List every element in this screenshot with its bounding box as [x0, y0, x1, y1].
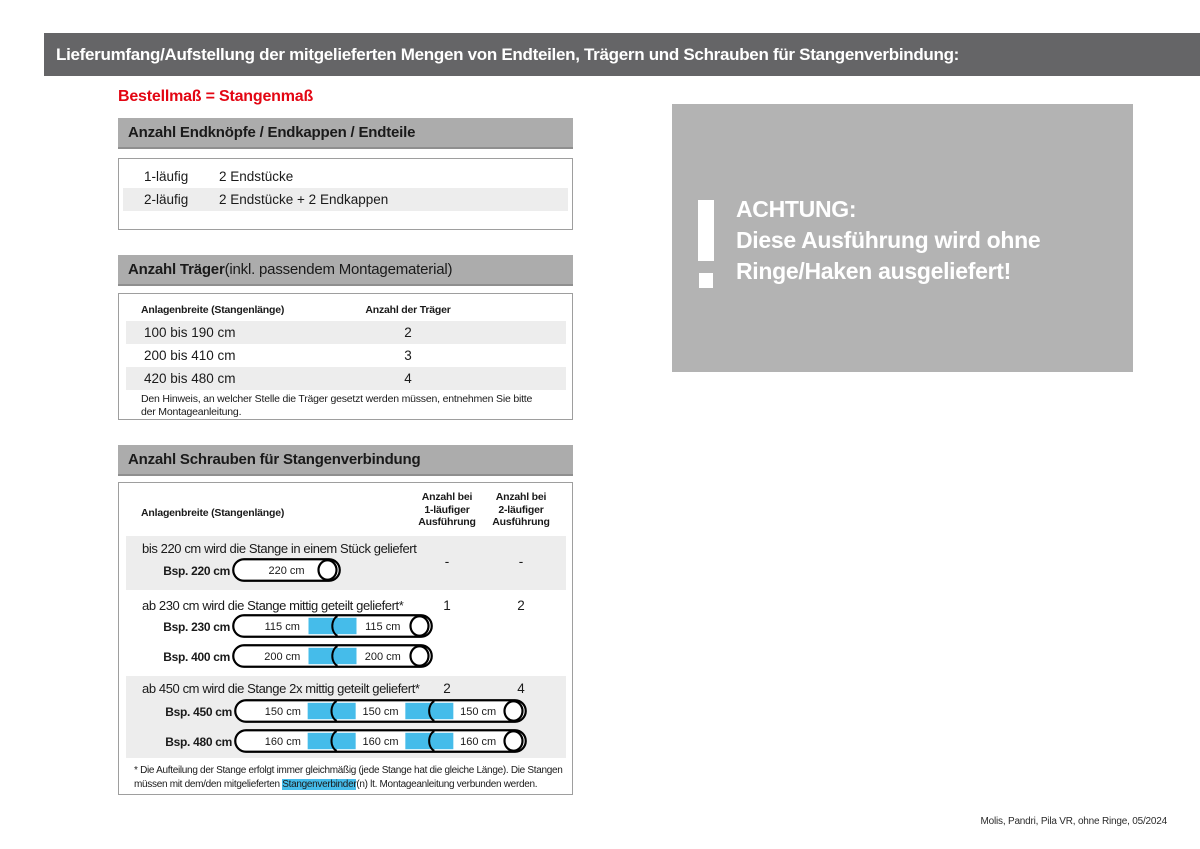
exclamation-icon-dot: [699, 273, 713, 288]
warning-text: [736, 194, 1040, 287]
column-header-anzahl-traeger: Anzahl der Träger: [365, 304, 451, 316]
footnote-line2-post: (n) lt. Montageanleitung verbunden werden.: [356, 778, 538, 790]
svg-text:150 cm: 150 cm: [264, 705, 301, 718]
column-header-line: Ausführung: [418, 516, 476, 528]
table-row: [126, 367, 566, 390]
table-schrauben: [118, 482, 573, 795]
rod-diagram: [232, 558, 341, 582]
table-endteile: [118, 158, 573, 230]
block-description: bis 220 cm wird die Stange in einem Stück geliefert: [142, 541, 417, 556]
example-label: Bsp. 450 cm: [165, 705, 232, 719]
footer-note: Molis, Pandri, Pila VR, ohne Ringe, 05/2024: [980, 816, 1167, 827]
column-header-line: 1-läufiger: [424, 503, 470, 516]
row-value: 2 Endstücke: [219, 169, 294, 184]
footnote-highlight: Stangenverbinder: [282, 778, 357, 790]
svg-text:150 cm: 150 cm: [362, 705, 399, 718]
footnote-line1: * Die Aufteilung der Stange erfolgt immer gleichmäßig (jede Stange hat die gleiche Länge). Die Stangen: [134, 765, 563, 776]
rod-diagram: [232, 644, 433, 668]
section-header-schrauben-label: Anzahl Schrauben für Stangenverbindung: [128, 451, 421, 468]
table-row: [123, 188, 568, 211]
order-size-note: Bestellmaß = Stangenmaß: [118, 88, 314, 105]
qty-2-laeufig: 4: [517, 681, 525, 696]
table-note: [141, 393, 551, 419]
section-header-traeger-rest: (inkl. passendem Montagematerial): [224, 261, 453, 278]
column-header-line: Anzahl bei: [421, 491, 473, 503]
row-label: 420 bis 480 cm: [144, 371, 236, 386]
svg-text:150 cm: 150 cm: [460, 705, 497, 718]
example-label: Bsp. 480 cm: [165, 735, 232, 749]
svg-text:200 cm: 200 cm: [264, 650, 301, 663]
svg-text:115 cm: 115 cm: [264, 620, 300, 633]
svg-text:115 cm: 115 cm: [365, 620, 401, 633]
footnote: [134, 764, 570, 791]
rod-diagram: [234, 699, 527, 723]
warning-line: ACHTUNG:: [736, 196, 857, 222]
rod-diagram: [234, 729, 527, 753]
example-label: Bsp. 400 cm: [163, 650, 230, 664]
svg-text:160 cm: 160 cm: [362, 735, 399, 748]
column-header-line: Ausführung: [492, 516, 550, 528]
title-bar: [44, 33, 1200, 76]
table-traeger: [118, 293, 573, 420]
section-header-traeger-bold: Anzahl Träger: [128, 261, 225, 278]
section-header-traeger: [118, 255, 573, 286]
exclamation-icon-bar: [698, 200, 714, 261]
qty-1-laeufig: 1: [443, 598, 451, 613]
column-header-anlagenbreite: Anlagenbreite (Stangenlänge): [141, 507, 285, 519]
warning-line: Diese Ausführung wird ohne: [736, 227, 1041, 253]
column-header-anlagenbreite: Anlagenbreite (Stangenlänge): [141, 304, 285, 316]
row-value: 2: [404, 325, 412, 340]
table-row: [123, 165, 568, 188]
row-label: 2-läufig: [144, 192, 189, 207]
table-note-line2: der Montageanleitung.: [141, 406, 242, 418]
table-note-line1: Den Hinweis, an welcher Stelle die Träger gesetzt werden müssen, entnehmen Sie bitte: [141, 393, 533, 405]
warning-line: Ringe/Haken ausgeliefert!: [736, 258, 1011, 284]
svg-text:160 cm: 160 cm: [460, 735, 497, 748]
rod-diagram: [232, 614, 433, 638]
block-description: ab 450 cm wird die Stange 2x mittig geteilt geliefert*: [142, 681, 420, 696]
footnote-line2-pre: müssen mit dem/den mitgelieferten: [134, 778, 283, 790]
column-header-2-laeufig: [481, 491, 561, 529]
block-description: ab 230 cm wird die Stange mittig geteilt geliefert*: [142, 598, 404, 613]
row-label: 200 bis 410 cm: [144, 348, 236, 363]
column-header-1-laeufig: [407, 491, 487, 529]
page-title: Lieferumfang/Aufstellung der mitgelieferten Mengen von Endteilen, Trägern und Schrauben für Stangenverbindung:: [56, 44, 960, 64]
qty-2-laeufig: 2: [517, 598, 525, 613]
qty-2-laeufig: -: [518, 554, 524, 569]
column-header-line: Anzahl bei: [495, 491, 547, 503]
column-header-line: 2-läufiger: [498, 503, 544, 516]
warning-box: [672, 104, 1133, 372]
section-header-schrauben: [118, 445, 573, 476]
table-row: [126, 321, 566, 344]
example-label: Bsp. 220 cm: [163, 564, 230, 578]
section-header-endteile: [118, 118, 573, 149]
row-value: 3: [404, 348, 412, 363]
example-label: Bsp. 230 cm: [163, 620, 230, 634]
row-label: 1-läufig: [144, 169, 189, 184]
row-value: 4: [404, 371, 412, 386]
section-header-endteile-label: Anzahl Endknöpfe / Endkappen / Endteile: [128, 124, 416, 141]
svg-text:220 cm: 220 cm: [268, 564, 305, 577]
qty-1-laeufig: 2: [443, 681, 451, 696]
table-row: [126, 344, 566, 367]
svg-text:160 cm: 160 cm: [264, 735, 301, 748]
row-value: 2 Endstücke + 2 Endkappen: [219, 192, 389, 207]
row-label: 100 bis 190 cm: [144, 325, 236, 340]
svg-text:200 cm: 200 cm: [364, 650, 401, 663]
qty-1-laeufig: -: [444, 554, 450, 569]
